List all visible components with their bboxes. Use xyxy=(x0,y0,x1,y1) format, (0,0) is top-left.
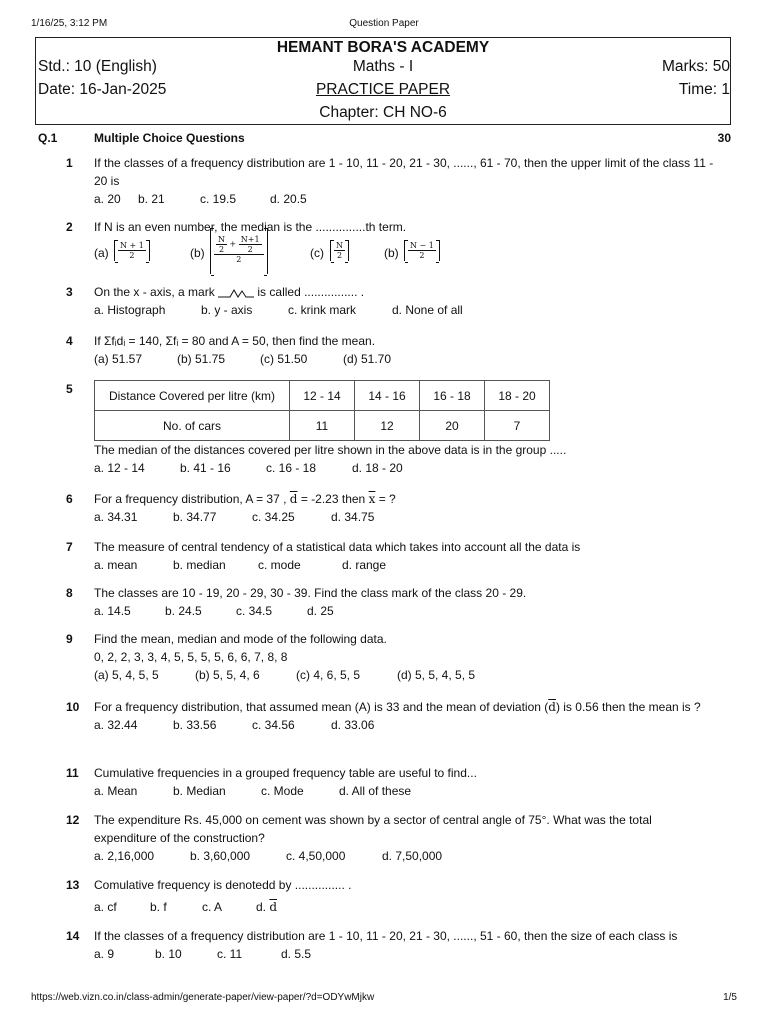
question-number: 1 xyxy=(66,156,73,170)
question-text: Cumulative frequencies in a grouped frequency table are useful to find... xyxy=(94,766,477,780)
question-text: The measure of central tendency of a statistical data which takes into account all the data is xyxy=(94,540,581,554)
options xyxy=(94,898,714,916)
section-title: Multiple Choice Questions xyxy=(94,131,245,145)
option: a. Histograph xyxy=(94,303,166,317)
print-datetime: 1/16/25, 3:12 PM xyxy=(31,18,108,29)
options xyxy=(94,666,714,684)
option: b. y - axis xyxy=(201,303,253,317)
academy-name: HEMANT BORA'S ACADEMY xyxy=(276,39,490,56)
question-number: 13 xyxy=(66,878,80,892)
section-marks: 30 xyxy=(717,131,731,145)
question-data: 0, 2, 2, 3, 3, 4, 5, 5, 5, 5, 6, 6, 7, 8, 8 xyxy=(94,650,288,664)
question-number: 14 xyxy=(66,929,80,943)
option: a. 34.31 xyxy=(94,510,138,524)
option: d. 33.06 xyxy=(331,718,375,732)
option: a. 12 - 14 xyxy=(94,461,145,475)
options xyxy=(94,236,714,276)
options xyxy=(94,602,714,620)
question-number: 5 xyxy=(66,382,73,396)
std-label: Std.: 10 (English) xyxy=(38,58,157,75)
option: (b) xyxy=(384,246,399,260)
option: c. 16 - 18 xyxy=(266,461,317,475)
print-title: Question Paper xyxy=(349,18,419,29)
print-footer xyxy=(31,992,737,1006)
table-header-row xyxy=(95,381,550,411)
question-text: The expenditure Rs. 45,000 on cement was shown by a sector of central angle of 75°. What was the total expenditure of the construction? xyxy=(94,813,652,845)
table-cell: 12 - 14 xyxy=(290,381,355,411)
question-number: 9 xyxy=(66,632,73,646)
math-bracket: $\frac{N}{2}$ xyxy=(330,240,349,261)
question-number: 7 xyxy=(66,540,73,554)
question-number: 10 xyxy=(66,700,80,714)
math-bracket xyxy=(114,240,150,261)
paper-header-box xyxy=(35,37,731,125)
option: d. range xyxy=(342,558,387,572)
question-text: On the x - axis, a mark is called ................ . xyxy=(94,285,365,299)
marks-label: Marks: 50 xyxy=(661,58,730,75)
question-number: 4 xyxy=(66,334,73,348)
option: b. 21 xyxy=(138,192,165,206)
question-number: 2 xyxy=(66,220,73,234)
table-cell: 16 - 18 xyxy=(420,381,485,411)
options xyxy=(94,716,714,734)
print-header xyxy=(31,18,737,32)
option: b. 34.77 xyxy=(173,510,217,524)
question-number: 11 xyxy=(66,766,79,780)
option: (b) 51.75 xyxy=(177,352,226,366)
options xyxy=(94,782,714,800)
option: d. 20.5 xyxy=(270,192,307,206)
option: d. All of these xyxy=(339,784,412,798)
options xyxy=(94,459,714,477)
option: c. Mode xyxy=(261,784,304,798)
question-text: Comulative frequency is denotedd by ............... . xyxy=(94,878,352,892)
options xyxy=(94,190,714,208)
option: c. 34.5 xyxy=(236,604,273,618)
option: b. 10 xyxy=(155,947,182,961)
fraction: $\frac{N}{2}$ + $\frac{N+1}{2}$ 2 xyxy=(214,235,264,264)
section-header xyxy=(38,131,731,147)
option: a. Mean xyxy=(94,784,138,798)
option: c. mode xyxy=(258,558,301,572)
question-text: If the classes of a frequency distribution are 1 - 10, 11 - 20, 21 - 30, ......, 51 - 60, then the size of each class is xyxy=(94,929,678,943)
option: (b) 5, 5, 4, 6 xyxy=(195,668,260,682)
kink-mark-icon xyxy=(218,287,254,299)
option: a. 9 xyxy=(94,947,115,961)
option: (a) 51.57 xyxy=(94,352,143,366)
option: b. median xyxy=(173,558,226,572)
table-cell: 18 - 20 xyxy=(485,381,550,411)
option: (d) 5, 5, 4, 5, 5 xyxy=(397,668,476,682)
option: c. 34.25 xyxy=(252,510,295,524)
table-cell: 7 xyxy=(485,411,550,441)
paper-type: PRACTICE PAPER xyxy=(315,81,451,98)
question-number: 12 xyxy=(66,813,80,827)
distance-table xyxy=(94,380,550,441)
question-text: For a frequency distribution, A = 37 , $\overline{d} = -2.23$ then $\overline{x}$ = ? xyxy=(94,492,396,506)
option: (a) xyxy=(94,246,109,260)
table-cell: Distance Covered per litre (km) xyxy=(95,381,290,411)
d-bar-symbol: $\overline{d}$ xyxy=(289,492,298,506)
option: a. cf xyxy=(94,900,117,914)
option: (b) xyxy=(190,246,205,260)
question-text: If the classes of a frequency distribution are 1 - 10, 11 - 20, 21 - 30, ......, 61 - 70, then the upper limit of the class 11 - 20 is xyxy=(94,156,714,188)
option: b. 24.5 xyxy=(165,604,202,618)
option: (d) 51.70 xyxy=(343,352,392,366)
options xyxy=(94,350,714,368)
table-row xyxy=(95,411,550,441)
question-text: The median of the distances covered per litre shown in the above data is in the group ..... xyxy=(94,443,567,457)
d-bar-symbol: $\overline{d}$ xyxy=(548,700,556,714)
table-cell: 14 - 16 xyxy=(355,381,420,411)
section-number: Q.1 xyxy=(38,131,58,145)
question-text: The classes are 10 - 19, 20 - 29, 30 - 39. Find the class mark of the class 20 - 29. xyxy=(94,586,527,600)
options xyxy=(94,945,714,963)
option: d. 7,50,000 xyxy=(382,849,443,863)
option: d. 18 - 20 xyxy=(352,461,403,475)
option: d. 34.75 xyxy=(331,510,375,524)
math-bracket: $\frac{N - 1}{2}$ xyxy=(404,240,440,261)
chapter-label: Chapter: CH NO-6 xyxy=(319,104,447,121)
d-bar-symbol: $\overline{d}$ xyxy=(269,900,278,914)
option: c. 19.5 xyxy=(200,192,237,206)
subject-label: Maths - I xyxy=(352,58,414,75)
page-number: 1/5 xyxy=(723,992,737,1003)
option: a. 20 xyxy=(94,192,121,206)
option: a. 2,16,000 xyxy=(94,849,155,863)
option: b. 3,60,000 xyxy=(190,849,251,863)
option: b. 33.56 xyxy=(173,718,217,732)
option: b. f xyxy=(150,900,167,914)
option: (a) 5, 4, 5, 5 xyxy=(94,668,159,682)
fraction: $\frac{N + 1}{2}$ xyxy=(120,241,144,261)
table-cell: 20 xyxy=(420,411,485,441)
option: d. None of all xyxy=(392,303,463,317)
x-bar-symbol: $\overline{x}$ xyxy=(368,492,376,506)
table-cell: 12 xyxy=(355,411,420,441)
options xyxy=(94,508,714,526)
math-bracket xyxy=(210,228,268,274)
time-label: Time: 1 xyxy=(678,81,730,98)
option: a. 14.5 xyxy=(94,604,131,618)
question-number: 6 xyxy=(66,492,73,506)
option: a. 32.44 xyxy=(94,718,138,732)
table-cell: 11 xyxy=(290,411,355,441)
question-text: For a frequency distribution, that assumed mean (A) is 33 and the mean of deviation $(\overline{d})$ is 0.56 then the mean is ? xyxy=(94,700,701,714)
option: (c) 51.50 xyxy=(260,352,308,366)
option: b. 41 - 16 xyxy=(180,461,231,475)
option: c. 11 xyxy=(217,947,243,961)
option: d. 5.5 xyxy=(281,947,312,961)
option: d. 25 xyxy=(307,604,334,618)
question-number: 8 xyxy=(66,586,73,600)
option: d. xyxy=(256,900,267,914)
option: c. krink mark xyxy=(288,303,357,317)
question-text: If Σfᵢdᵢ = 140, Σfᵢ = 80 and A = 50, then find the mean. xyxy=(94,334,376,348)
table-cell: No. of cars xyxy=(95,411,290,441)
question-text: Find the mean, median and mode of the following data. xyxy=(94,632,387,646)
option: c. A xyxy=(202,900,223,914)
option: (c) xyxy=(310,246,324,260)
option: (c) 4, 6, 5, 5 xyxy=(296,668,361,682)
question-number: 3 xyxy=(66,285,73,299)
option: a. mean xyxy=(94,558,138,572)
options xyxy=(94,556,714,574)
option: c. 4,50,000 xyxy=(286,849,346,863)
question-text: If N is an even number, the median is the ...............th term. xyxy=(94,220,407,234)
option: b. Median xyxy=(173,784,226,798)
options xyxy=(94,301,714,319)
page-url: https://web.vizn.co.in/class-admin/generate-paper/view-paper/?d=ODYwMjkw xyxy=(31,992,375,1003)
options xyxy=(94,847,714,865)
date-label: Date: 16-Jan-2025 xyxy=(38,81,167,98)
option: c. 34.56 xyxy=(252,718,295,732)
